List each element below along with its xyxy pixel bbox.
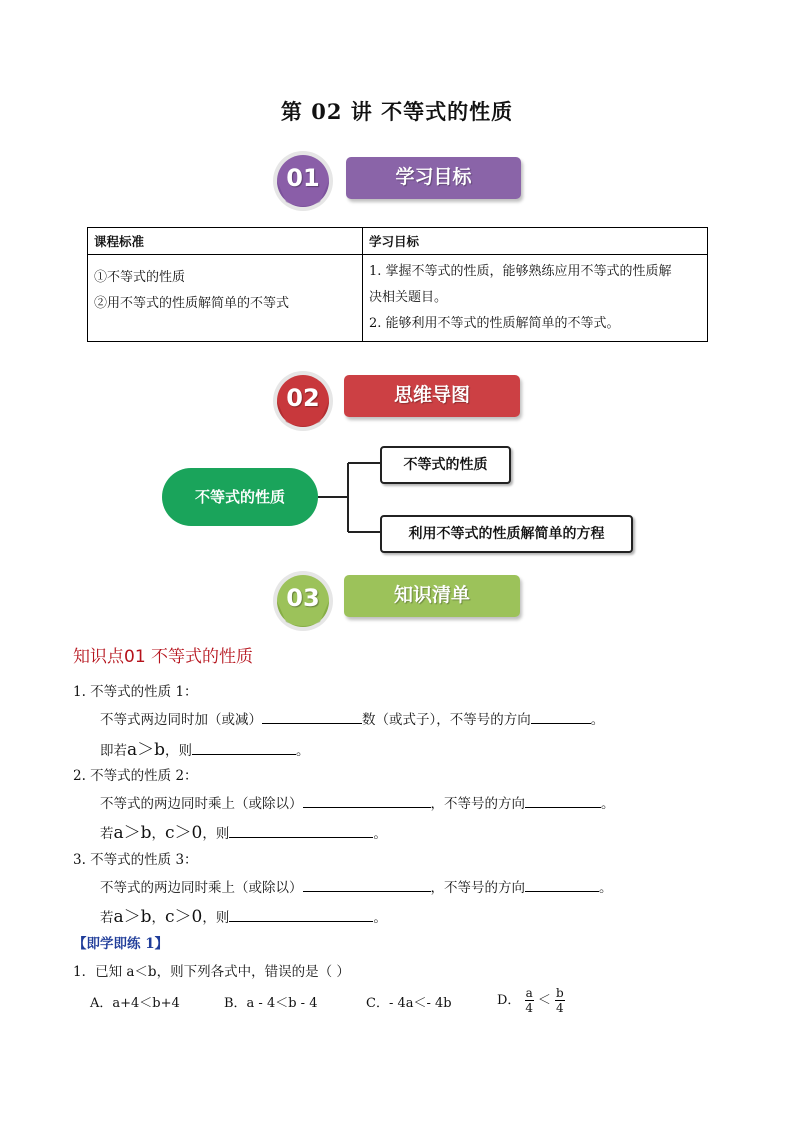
denominator: 4 — [525, 1001, 533, 1015]
text: ，则 — [202, 826, 230, 842]
fill-blank[interactable] — [525, 793, 601, 808]
property-3-line-1 — [100, 876, 613, 896]
section-number: 03 — [286, 584, 320, 612]
practice-label: 【即学即练 1】 — [73, 936, 169, 952]
property-1-title: 1. 不等式的性质 1： — [73, 684, 198, 700]
section-badge-01 — [272, 150, 334, 212]
denominator: 4 — [556, 1001, 564, 1015]
text: 即若 — [100, 743, 127, 759]
objective-line: 决相关题目。 — [369, 290, 448, 305]
section-badge-03 — [272, 570, 334, 632]
section-banner-mindmap: 思维导图 — [344, 375, 520, 417]
objectives-cell — [363, 255, 708, 342]
mindmap-node-properties: 不等式的性质 — [380, 446, 511, 484]
text: 。 — [599, 880, 613, 896]
fill-blank[interactable] — [229, 907, 373, 922]
section-number: 01 — [286, 164, 320, 192]
text: ， — [151, 910, 166, 926]
text: 若 — [100, 910, 114, 926]
condition: a＞b — [127, 740, 166, 760]
condition: c＞0 — [165, 907, 203, 927]
option-b[interactable]: B．a - 4＜b - 4 — [224, 996, 318, 1011]
numerator: b — [556, 986, 564, 1000]
knowledge-heading: 知识点01 不等式的性质 — [73, 647, 254, 667]
property-1-line-1 — [100, 708, 604, 728]
text: 不等式的两边同时乘上（或除以） — [100, 796, 303, 812]
option-c[interactable]: C．- 4a＜- 4b — [366, 996, 452, 1011]
text: 。 — [296, 743, 310, 759]
objective-line: 2. 能够利用不等式的性质解简单的不等式。 — [369, 316, 620, 331]
text: ，则 — [202, 910, 230, 926]
numerator: a — [525, 986, 533, 1000]
property-2-line-1 — [100, 792, 615, 812]
fill-blank[interactable] — [192, 740, 296, 755]
fill-blank[interactable] — [531, 709, 591, 724]
property-2-line-2 — [100, 818, 387, 843]
text: 。 — [601, 796, 615, 812]
text: 不等式两边同时加（或减） — [100, 712, 262, 728]
standard-item: ①不等式的性质 — [94, 270, 186, 285]
relation: ＜ — [537, 993, 551, 1008]
fill-blank[interactable] — [525, 877, 599, 892]
text: 。 — [373, 910, 387, 926]
section-banner-knowledge: 知识清单 — [344, 575, 520, 617]
text: 若 — [100, 826, 114, 842]
fraction-a-over-4 — [525, 986, 534, 1015]
mindmap-root: 不等式的性质 — [162, 468, 318, 526]
text: ， — [151, 826, 166, 842]
property-1-line-2 — [100, 735, 310, 760]
option-d[interactable] — [497, 986, 565, 1015]
fill-blank[interactable] — [303, 793, 431, 808]
standard-item: ②用不等式的性质解简单的不等式 — [94, 296, 290, 311]
table-header-standards: 课程标准 — [88, 228, 363, 255]
condition: a＞b — [113, 823, 152, 843]
section-badge-02 — [272, 370, 334, 432]
section-number: 02 — [286, 384, 320, 412]
fill-blank[interactable] — [262, 709, 362, 724]
option-d-label: D． — [497, 993, 521, 1008]
fill-blank[interactable] — [303, 877, 431, 892]
table-header-objectives: 学习目标 — [363, 228, 708, 255]
property-3-title: 3. 不等式的性质 3： — [73, 852, 198, 868]
option-a[interactable]: A．a+4＜b+4 — [90, 996, 180, 1011]
condition: c＞0 — [165, 823, 203, 843]
goals-table — [87, 227, 708, 342]
mindmap-node-solve: 利用不等式的性质解简单的方程 — [380, 515, 633, 553]
text: 。 — [590, 712, 605, 728]
condition: a＞b — [113, 907, 152, 927]
objective-line: 1. 掌握不等式的性质，能够熟练应用不等式的性质解 — [369, 264, 672, 279]
text: 数（或式子），不等号的方向 — [362, 712, 531, 728]
standards-cell — [88, 255, 363, 342]
text: 不等式的两边同时乘上（或除以） — [100, 880, 303, 896]
text: ，不等号的方向 — [430, 796, 525, 812]
fill-blank[interactable] — [229, 823, 373, 838]
page-title: 第 02 讲 不等式的性质 — [280, 99, 514, 124]
practice-question: 1．已知 a＜b，则下列各式中，错误的是（ ） — [73, 964, 350, 980]
text: ，则 — [165, 743, 193, 759]
section-banner-goals: 学习目标 — [346, 157, 521, 199]
property-2-title: 2. 不等式的性质 2： — [73, 768, 198, 784]
text: 。 — [373, 826, 387, 842]
property-3-line-2 — [100, 902, 387, 927]
fraction-b-over-4 — [555, 986, 565, 1015]
text: ，不等号的方向 — [430, 880, 525, 896]
